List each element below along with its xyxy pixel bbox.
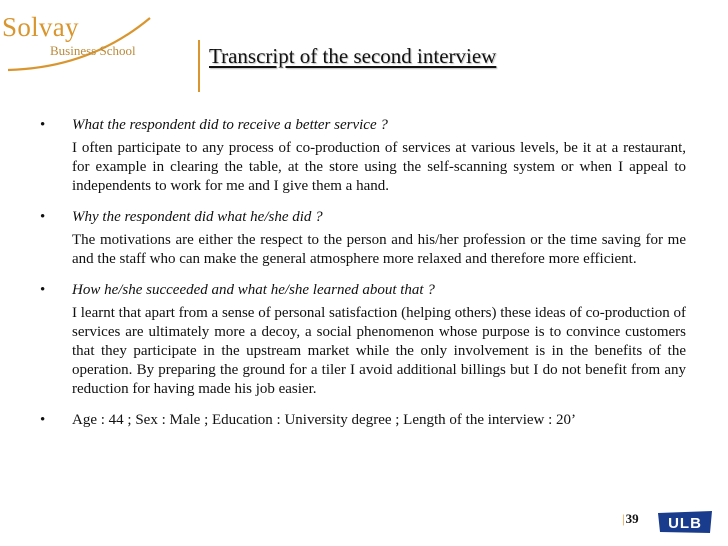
bullet-icon: • (40, 209, 46, 225)
summary-text: Age : 44 ; Sex : Male ; Education : University degree ; Length of the interview : 20’ (72, 412, 577, 428)
qa-item-2 (40, 208, 686, 269)
question-text: What the respondent did to receive a better service ? (72, 117, 388, 133)
slide-title: Transcript of the second interview (209, 44, 497, 68)
title-accent-bar (198, 40, 200, 92)
logo-subtitle: Business School (50, 43, 136, 58)
question-text: How he/she succeeded and what he/she learned about that ? (72, 282, 435, 298)
bullet-icon: • (40, 412, 46, 428)
bullet-icon: • (40, 282, 46, 298)
answer-text: I learnt that apart from a sense of personal satisfaction (helping others) these ideas of co-production of services are ultimately more a decoy, a social phenomenon whose purpose is to convince customers that they participate in the upstream market while the only involvement is in the benefits of the operation. By preparing the ground for a tiler I avoid additional billings but I do not benefit from any reduction for having made his job easier. (72, 305, 686, 397)
qa-item-1 (40, 116, 686, 196)
ulb-logo-text: ULB (668, 515, 702, 532)
answer-text: I often participate to any process of co-production of services at various levels, be it at a restaurant, for example in clearing the table, at the store using the self-scanning system or when I appeal to independents to work for me and I give them a hand. (72, 140, 686, 194)
bullet-icon: • (40, 117, 46, 133)
qa-item-3 (40, 281, 686, 399)
logo-wordmark: Solvay (2, 12, 79, 42)
solvay-logo (0, 0, 170, 80)
slide-content (40, 116, 686, 442)
answer-text: The motivations are either the respect to the person and his/her profession or the time saving for me and the staff who can make the general atmosphere more relaxed and therefore more efficient. (72, 232, 686, 267)
ulb-logo-icon (656, 509, 714, 535)
summary-item (40, 411, 686, 430)
question-text: Why the respondent did what he/she did ? (72, 209, 323, 225)
page-number: | 39 (622, 512, 639, 525)
